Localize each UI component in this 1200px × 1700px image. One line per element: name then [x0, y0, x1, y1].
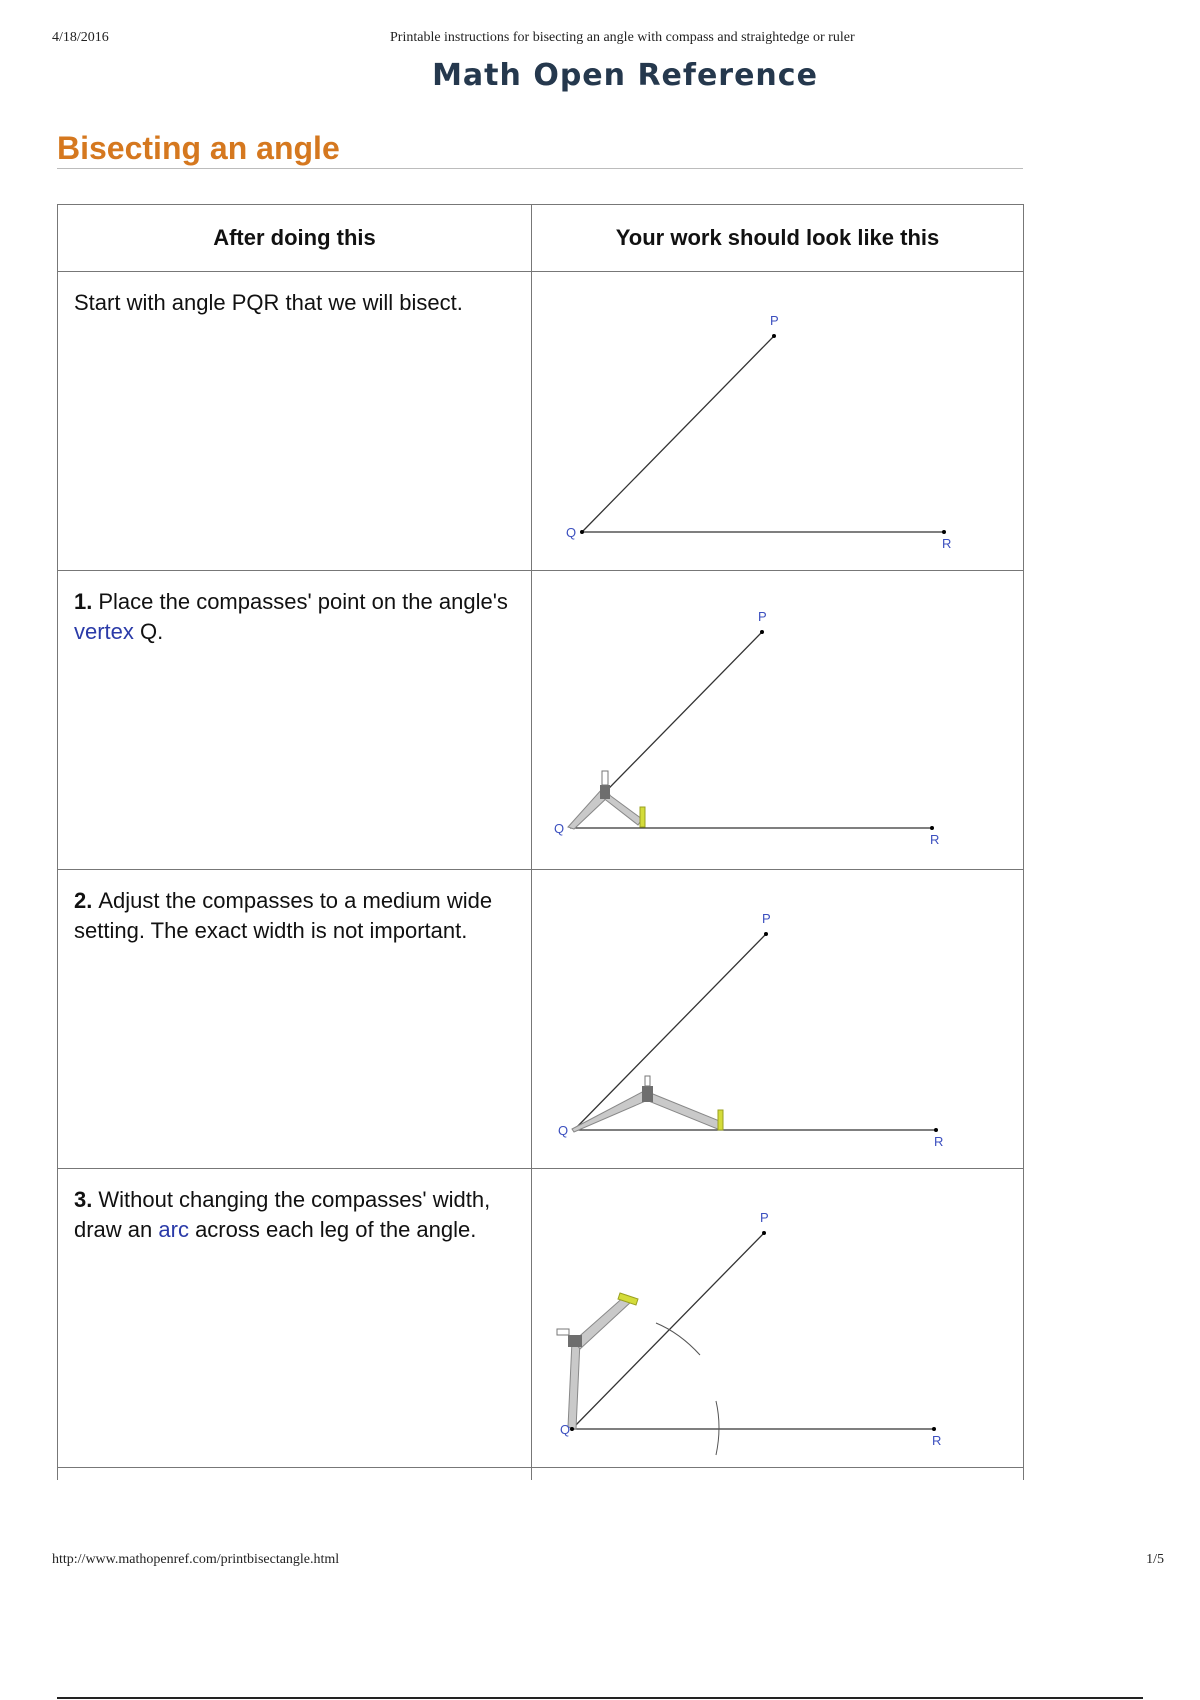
step-figure-cell: [532, 1169, 1024, 1468]
label-p: P: [758, 609, 767, 624]
step-figure-cell: [532, 571, 1024, 870]
step-description: Adjust the compasses to a medium wide setting. The exact width is not important.: [74, 888, 493, 943]
label-q: Q: [566, 525, 577, 540]
page-heading: Bisecting an angle: [57, 130, 340, 166]
compass-icon: [557, 1293, 638, 1429]
page-bottom-divider: [57, 1697, 1143, 1699]
compass-icon: [572, 1076, 723, 1132]
table-row: [58, 870, 1024, 1169]
point-r: [934, 1128, 938, 1132]
draw-arcs-figure: [532, 1169, 1025, 1467]
label-r: R: [932, 1433, 942, 1448]
step-number: 2.: [74, 888, 93, 913]
label-q: Q: [558, 1123, 569, 1138]
step-figure-cell: [532, 272, 1024, 571]
table-row-continued: [58, 1468, 1024, 1481]
point-r: [930, 826, 934, 830]
instructions-table: [57, 204, 1024, 1480]
table-row: [58, 1169, 1024, 1468]
step-number: 3.: [74, 1187, 93, 1212]
print-url: http://www.mathopenref.com/printbisectangle.html: [52, 1552, 340, 1567]
step-number: 1.: [74, 589, 93, 614]
compass-icon: [568, 771, 645, 829]
step-description: Place the compasses' point on the angle's: [98, 589, 508, 614]
label-p: P: [762, 911, 771, 926]
compass-on-vertex-figure: [532, 571, 1025, 869]
point-r: [932, 1427, 936, 1431]
step-text: [58, 272, 532, 571]
label-p: P: [770, 313, 779, 328]
point-p: [764, 932, 768, 936]
ray-qp: [572, 1233, 764, 1429]
table-row: [58, 571, 1024, 870]
vertex-link[interactable]: vertex: [74, 619, 134, 644]
print-date: 4/18/2016: [52, 30, 109, 45]
heading-divider: [57, 168, 1023, 169]
point-p: [760, 630, 764, 634]
vertex-q: [570, 1427, 574, 1431]
column-header-result: Your work should look like this: [532, 205, 1024, 272]
arc-link[interactable]: arc: [158, 1217, 189, 1242]
point-p: [772, 334, 776, 338]
label-r: R: [930, 832, 940, 847]
label-q: Q: [560, 1422, 571, 1437]
table-header-row: [58, 205, 1024, 272]
arc-on-qr: [716, 1401, 719, 1455]
site-title[interactable]: Math Open Reference: [432, 58, 818, 93]
vertex-q: [580, 530, 584, 534]
continued-cell: [58, 1468, 532, 1481]
step-text: [58, 1169, 532, 1468]
page-count: 1/5: [1146, 1552, 1164, 1567]
label-p: P: [760, 1210, 769, 1225]
step-description-end: across each leg of the angle.: [188, 1217, 477, 1242]
step-figure-cell: [532, 870, 1024, 1169]
point-p: [762, 1231, 766, 1235]
table-row: [58, 272, 1024, 571]
label-r: R: [942, 536, 952, 551]
step-text: [58, 571, 532, 870]
label-q: Q: [554, 821, 565, 836]
angle-figure: [532, 272, 1025, 570]
step-description: Without changing the compasses' width, draw an: [74, 1187, 491, 1242]
point-r: [942, 530, 946, 534]
step-text: [58, 870, 532, 1169]
print-title: Printable instructions for bisecting an angle with compass and straightedge or ruler: [390, 30, 855, 45]
step-description: Start with angle PQR that we will bisect.: [74, 290, 463, 315]
column-header-action: After doing this: [58, 205, 532, 272]
continued-cell: [532, 1468, 1024, 1481]
step-description-end: Q.: [133, 619, 164, 644]
arc-on-qp: [656, 1323, 700, 1355]
compass-width-figure: [532, 870, 1025, 1168]
label-r: R: [934, 1134, 944, 1149]
ray-qp: [582, 336, 774, 532]
